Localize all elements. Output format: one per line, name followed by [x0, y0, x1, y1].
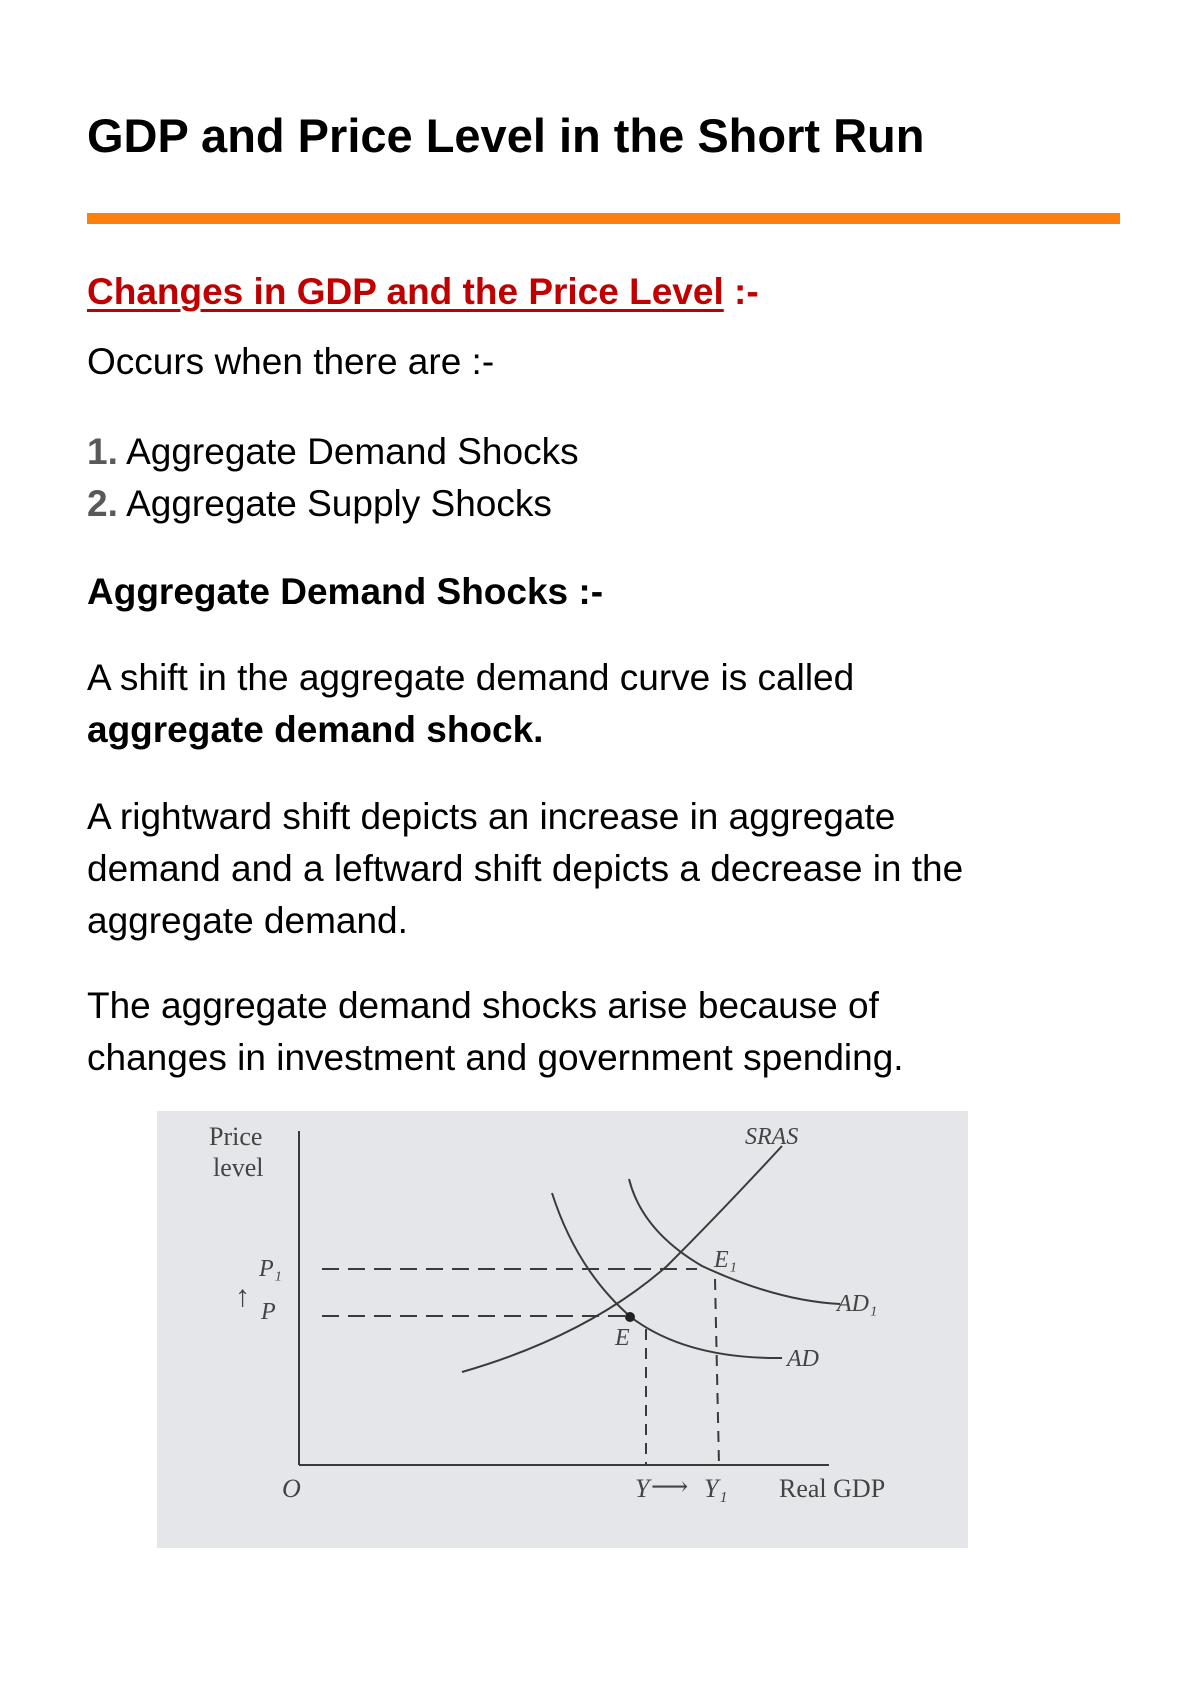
p1-label: P₁: [259, 1256, 283, 1282]
paragraph-line: changes in investment and government spending.: [87, 1037, 904, 1078]
list-item-text: Aggregate Demand Shocks: [117, 431, 579, 472]
y1-guide-line: [715, 1279, 719, 1465]
ad-shock-diagram: [157, 1111, 968, 1548]
ad-shocks-definition: [87, 652, 854, 756]
definition-term: aggregate demand shock.: [87, 709, 544, 750]
definition-text: A shift in the aggregate demand curve is called: [87, 657, 855, 698]
ad-curve: [552, 1193, 782, 1358]
ad1-label: AD₁: [837, 1291, 878, 1317]
output-increase-arrow-icon: ⟶: [651, 1472, 689, 1501]
page-title: GDP and Price Level in the Short Run: [87, 109, 925, 162]
shock-causes: [87, 980, 904, 1084]
price-increase-arrow-icon: ↑: [235, 1280, 250, 1313]
e1-label: E₁: [714, 1247, 738, 1273]
intro-text: Occurs when there are :-: [87, 341, 495, 382]
list-item: [87, 478, 552, 530]
ad-shocks-heading: Aggregate Demand Shocks :-: [87, 571, 604, 612]
diagram-svg: [157, 1111, 968, 1548]
list-item-text: Aggregate Supply Shocks: [117, 483, 552, 524]
equilibrium-point-e: [625, 1312, 635, 1322]
list-item-number: 2.: [87, 483, 118, 524]
list-item-number: 1.: [87, 431, 118, 472]
paragraph-line: demand and a leftward shift depicts a decrease in the: [87, 848, 964, 889]
shift-explanation: [87, 791, 963, 947]
e-label: E: [615, 1325, 630, 1351]
section-heading-link[interactable]: Changes in GDP and the Price Level: [87, 271, 724, 312]
sras-label: SRAS: [745, 1124, 799, 1150]
y-axis-label-line2: level: [213, 1153, 264, 1182]
paragraph-line: A rightward shift depicts an increase in aggregate: [87, 796, 896, 837]
ad-label: AD: [787, 1346, 819, 1372]
section-heading-suffix: :-: [723, 271, 759, 312]
paragraph-line: The aggregate demand shocks arise because of: [87, 985, 879, 1026]
origin-label: O: [282, 1474, 301, 1503]
title-divider: [87, 213, 1120, 224]
x-axis-label: Real GDP: [779, 1474, 886, 1503]
y-label: Y: [635, 1474, 650, 1503]
paragraph-line: aggregate demand.: [87, 900, 408, 941]
list-item: [87, 426, 579, 478]
p-label: P: [261, 1299, 276, 1325]
y-axis-label-line1: Price: [209, 1122, 263, 1151]
y1-label: Y₁: [704, 1474, 728, 1503]
section-heading: [87, 266, 759, 318]
